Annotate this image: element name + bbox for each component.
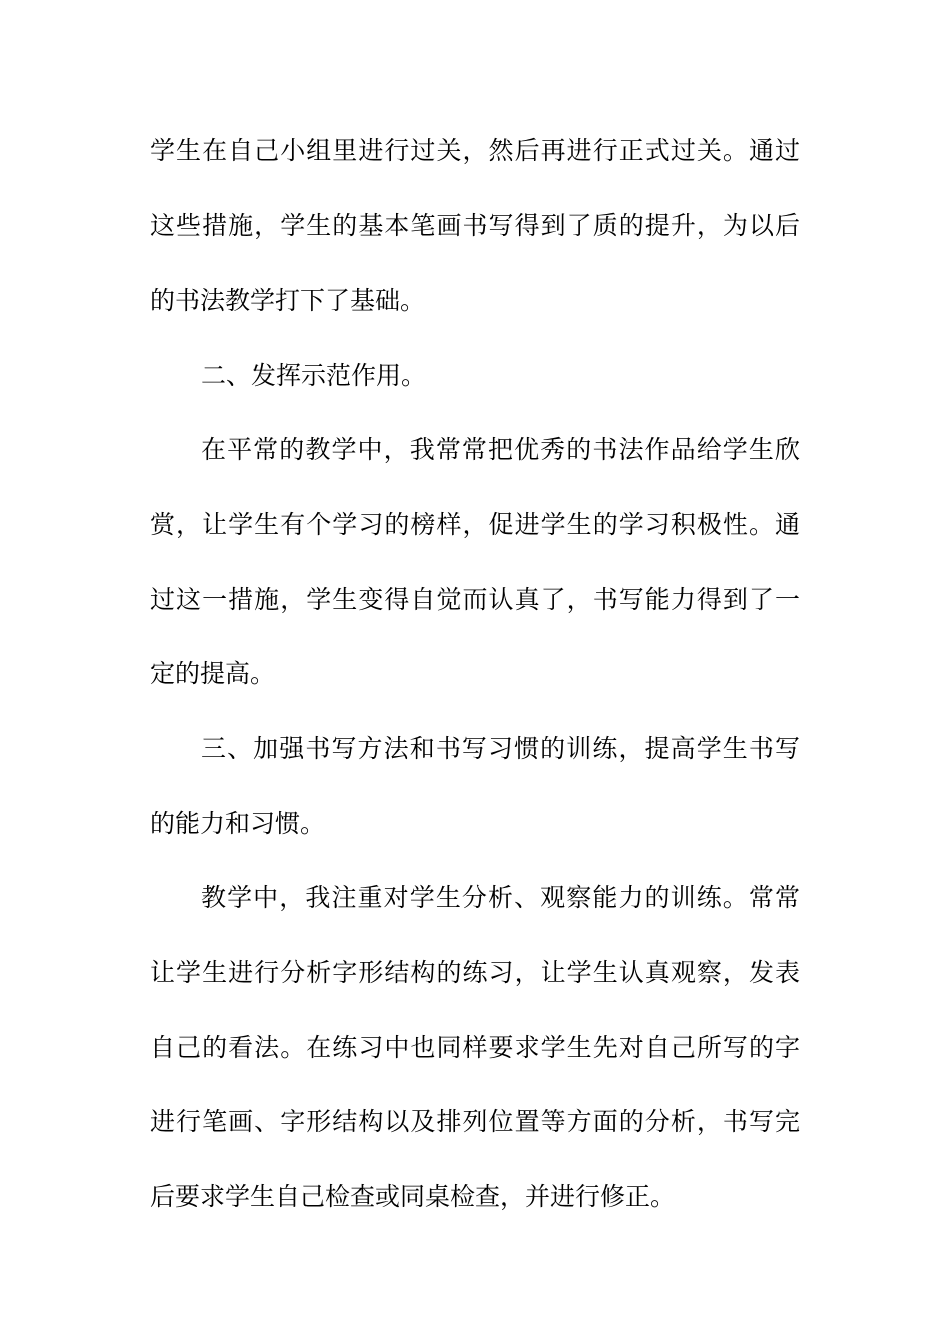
paragraph-line: 定的提高。 bbox=[150, 659, 276, 688]
paragraph-line: 教学中，我注重对学生分析、观察能力的训练。常常 bbox=[201, 883, 800, 912]
paragraph-line: 自己的看法。在练习中也同样要求学生先对自己所写的字 bbox=[150, 1033, 800, 1062]
section-heading-continuation: 的能力和习惯。 bbox=[150, 809, 326, 838]
paragraph-line: 在平常的教学中，我常常把优秀的书法作品给学生欣 bbox=[201, 435, 800, 464]
paragraph-line: 赏，让学生有个学习的榜样，促进学生的学习积极性。通 bbox=[150, 510, 800, 539]
paragraph-line: 过这一措施，学生变得自觉而认真了，书写能力得到了一 bbox=[150, 585, 800, 614]
paragraph-line: 学生在自己小组里进行过关，然后再进行正式过关。通过 bbox=[150, 136, 800, 165]
section-heading: 二、发挥示范作用。 bbox=[201, 361, 427, 390]
section-heading: 三、加强书写方法和书写习惯的训练，提高学生书写 bbox=[201, 734, 800, 763]
paragraph-line: 后要求学生自己检查或同桌检查，并进行修正。 bbox=[150, 1182, 676, 1211]
paragraph-line: 的书法教学打下了基础。 bbox=[150, 286, 426, 315]
paragraph-line: 这些措施，学生的基本笔画书写得到了质的提升，为以后 bbox=[150, 211, 800, 240]
paragraph-line: 让学生进行分析字形结构的练习，让学生认真观察，发表 bbox=[150, 958, 800, 987]
paragraph-line: 进行笔画、字形结构以及排列位置等方面的分析，书写完 bbox=[150, 1107, 800, 1136]
